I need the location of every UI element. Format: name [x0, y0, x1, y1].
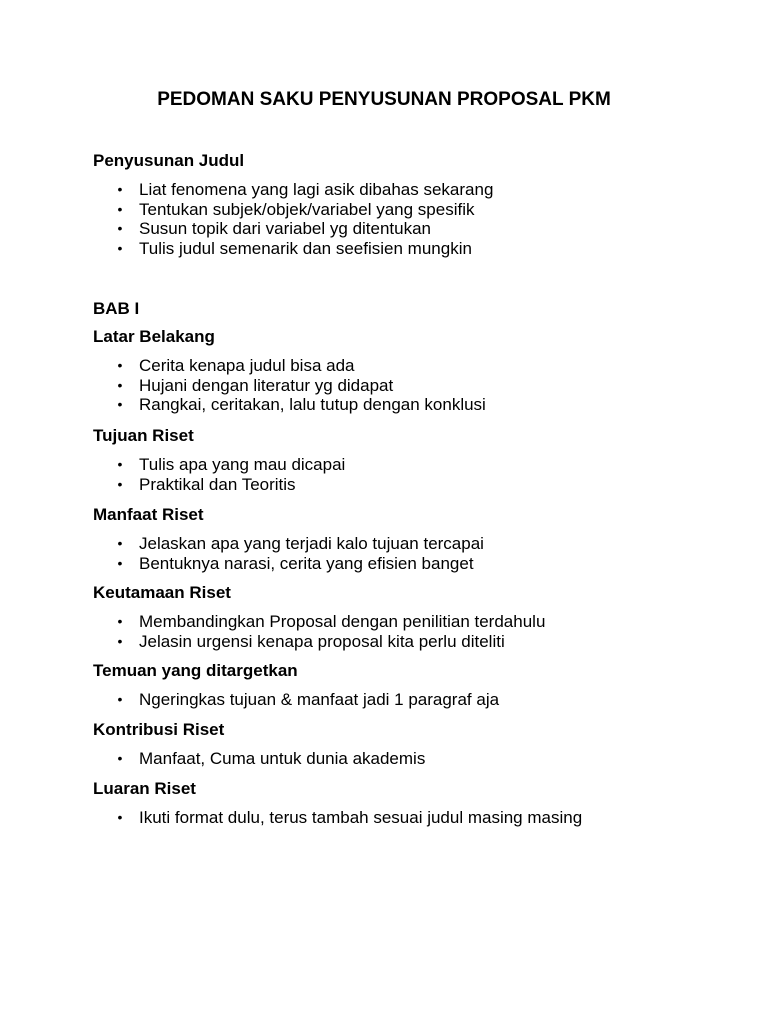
section-heading-kontribusi-riset: Kontribusi Riset — [93, 720, 225, 739]
list-item-text: Rangkai, ceritakan, lalu tutup dengan konklusi — [139, 395, 486, 415]
section-heading-keutamaan-riset: Keutamaan Riset — [93, 583, 231, 602]
list-item-text: Manfaat, Cuma untuk dunia akademis — [139, 749, 426, 768]
chapter-heading-bab-i: BAB I — [93, 299, 140, 318]
list-item-text: Jelasin urgensi kenapa proposal kita perlu diteliti — [139, 631, 505, 651]
bullet-icon: • — [117, 809, 123, 825]
bullet-icon: • — [117, 357, 123, 373]
section-heading-manfaat-riset: Manfaat Riset — [93, 505, 204, 524]
list-item-text: Praktikal dan Teoritis — [139, 474, 296, 494]
list-item-text: Ngeringkas tujuan & manfaat jadi 1 paragraf aja — [139, 690, 500, 709]
list-item-text: Hujani dengan literatur yg didapat — [139, 375, 394, 395]
section-heading-penyusunan-judul: Penyusunan Judul — [93, 151, 245, 170]
list-item-text: Susun topik dari variabel yg ditentukan — [139, 219, 432, 239]
list-item-text: Ikuti format dulu, terus tambah sesuai judul masing masing — [139, 808, 583, 827]
bullet-icon: • — [117, 376, 123, 393]
section-heading-temuan-yang-ditargetkan: Temuan yang ditargetkan — [93, 661, 298, 680]
bullet-icon: • — [117, 396, 123, 413]
list-item-text: Tulis judul semenarik dan seefisien mungkin — [139, 238, 472, 258]
bullet-icon: • — [117, 239, 123, 256]
list-item-text: Tentukan subjek/objek/variabel yang spesifik — [139, 199, 475, 219]
section-heading-latar-belakang: Latar Belakang — [93, 327, 215, 346]
list-item-text: Liat fenomena yang lagi asik dibahas sekarang — [139, 180, 494, 199]
section-heading-tujuan-riset: Tujuan Riset — [93, 426, 194, 445]
document-title: PEDOMAN SAKU PENYUSUNAN PROPOSAL PKM — [157, 89, 611, 110]
bullet-icon: • — [117, 691, 123, 707]
bullet-icon: • — [117, 456, 123, 472]
list-item-text: Jelaskan apa yang terjadi kalo tujuan tercapai — [139, 534, 484, 553]
bullet-icon: • — [117, 632, 123, 649]
bullet-icon: • — [117, 554, 123, 571]
list-item-text: Tulis apa yang mau dicapai — [139, 455, 346, 474]
bullet-icon: • — [117, 750, 123, 766]
section-heading-luaran-riset: Luaran Riset — [93, 779, 196, 798]
list-item-text: Cerita kenapa judul bisa ada — [139, 356, 355, 375]
bullet-icon: • — [117, 181, 123, 197]
bullet-icon: • — [117, 220, 123, 237]
list-item-text: Membandingkan Proposal dengan penilitian terdahulu — [139, 612, 546, 631]
bullet-icon: • — [117, 475, 123, 492]
bullet-icon: • — [117, 200, 123, 217]
bullet-icon: • — [117, 613, 123, 629]
list-item-text: Bentuknya narasi, cerita yang efisien banget — [139, 553, 474, 573]
bullet-icon: • — [117, 535, 123, 551]
